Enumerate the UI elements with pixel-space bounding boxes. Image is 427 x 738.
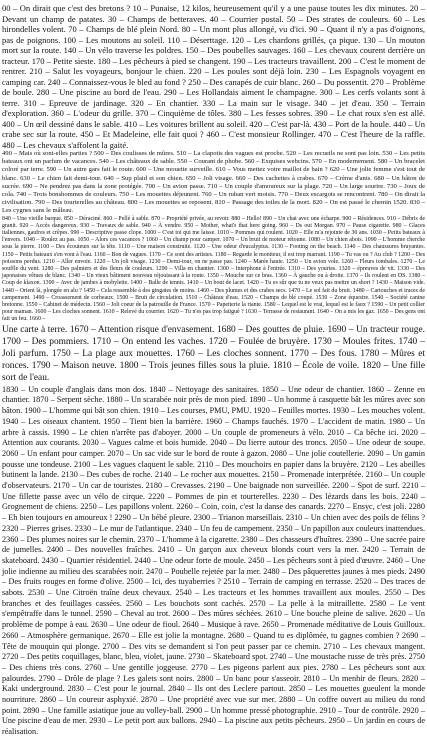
text-paragraph: 00 – On dirait que c'est des bretons ? 10 – Punaise, 12 kilos, heureusement qu'il y a une pause toutes les dix minutes. 20 – Devant un champ de patates. 30 – Champs de betteraves. 40 – Courrier postal. 50 – Des strates de couleurs. 60 – Les hirondelles volent. 70 – Champs de blé plein Nord. 80 – Un mont plus allongé, vu d'ici. 90 – Quant il n'y a pas d'oignons, pas de poignons. 100 – Les moutons au soleil. 110 – Déserttage. 120 – Les chardons grillés, ça pique. 130 – Un mouton mort sur la route. 140 – Un vélo traverse les poldres. 150 – Des poubelles sauvages. 160 – Les chevaux courent derrière un tracteur. 170 – Petite sieste. 180 – Les pêcheurs à pied se changent. 190 – Les tracteurs travaillent. 200 – C'est le moment de rentrer. 210 – Salut les voyageurs, bonjour le chien. 220 – Les poules sont déjà loin. 230 – Les Espagnols voyagent en camping car. 240 – Connaissez-vous le bled au fond ? 250 – Des canapés de cuir blanc. 260 – Du possentit. 270 – Problème de boule. 280 – Une piscine au bord de l'eau. 290 – Les Hollandais aiment le champagne. 300 – Les cerfs volants sont à terre. 310 – Epreuve de jardinage. 320 – En chantier. 330 – La main sur le visage. 340 – jet d'eau. 350 – Terrain d'exploration. 360 – L'odeur du grille. 370 – Cinquième de tôles. 380 – Les fesses sobres. 390 – Le chat roux s'en est allé. 400 – Un œil dessiné dans le sable. 410 – Les voitures brillent au soleil. 420 – C'est par-là. 430 – Port de la houle. 440 – Un crabe sec sur la route. 450 – Et Madeleine, elle fait quoi ? 460 – C'est monsieur Rollinger. 470 – C'est l'heure de la raffle. 480 – Les chevaux s'affolent la gaité.	[2, 3, 425, 150]
text-paragraph: 1830 – Un couple d'anglais dans mon dos. 1840 – Nettoyage des sanitaires. 1850 – Une odeur de chantier. 1860 – Zenne en chantier. 1870 – Serpent sèche. 1880 – Un scarabée noir près de mon pied. 1890 – Un homme à casquette bât les mûres avec son bâton. 1900 – L'homme qui bât son chien. 1910 – Les courses, PMU, PMU. 1920 – Feuilles mortes. 1930 – Les mouches volent. 1940 – Les oiseaux chantent. 1950 – Tient bien la barrière. 1960 – Champs fauchés. 1970 – L'accident de matin. 1980 – Un arbre à cassis. 1990 – Le chien n'arrête pas d'aboyer. 2000 – Un couple de promeneurs à vélo. 2010 – Ca bêche ici. 2020 – Attention aux courants. 2030 – Vagues calme et bois humide. 2040 – Du lierre autour des troncs. 2050 – Une odeur de soupe. 2060 – Un enfant pour camper. 2070 – Un sac vide sur le bord de route à gazon. 2080 – Une jolie coutellerie. 2090 – Un gamin pousse une tondeuse. 2100 – Les vagues claquent le sable. 2110 – Des mouchoirs en papier dans la bruyère. 2120 – Les abeilles butinent la lande. 2130 – Des cubes de roche. 2140 – Le rocher aux mouettes. 2150 – Promenade interprétée. 2160 – Un couple d'observateurs. 2170 – Un car de touristes. 2180 – Crevasses. 2190 – Une baignade non surveillée. 2200 – Spot de surf. 2210 – Une fillette passe avec un vélo de cirque. 2220 – Pommes de pin et tourterelles. 2230 – Des lézards dans les bois. 2240 – Grognement de chiens. 2250 – Les papillons volent. 2260 – Coin, coin, c'est la danse des canards. 2270 – Ensyc, c'est joli. 2280 – Eh bien toujours en amoureux ! 2290 – Un bébé pleure. 2300 – Trianon marseillais. 2310 – Un chien avec des poils de félins ? 2320 – Pierres grises. 2330 – Le mur de l'atlantique. 2340 – Un feu de campement. 2350 – Un papillon aux couleurs inattendues. 2360 – Des plumes noires sur le chemin. 2370 – L'homme à la cigarette. 2380 – Des chasseurs d'huîtres. 2390 – Une sacrée paire de jumelles. 2400 – Des nouvelles fraîches. 2410 – Un garçon aux cheveux blonds court vers la mer. 2420 – Terrain de skateboard. 2430 – Quartier résidentiel. 2440 – Une odeur forte de moule. 2450 – Les pêcheurs sont à pied d'œuvre. 2460 – Une jolie indienne au milieu des scarabées noir. 2470 – Poubelle rejetée par la mer. 2480 – Des pâquerettes jaunes à mes pieds. 2490 – Des fruits rouges en forme d'olive. 2500 – Ici, des tuyaberries ? 2510 – Terrain de camping en terrasse. 2520 – Des traces de sabots. 2530 – Une Citroën traîne deux chevaux. 2540 – Les tracteurs et les hommes travaillent aux moules. 2550 – Des branches et des feuillages cassées. 2560 – Les bouchots sont cachés. 2570 – La pelle à la mitraillette. 2580 – Le vent s'empêtraffe dans le tunnel. 2590 – Cheval au trot. 2600 – Des mûres séchées. 2610 – Une bouche pleine de salive. 2620 – Un problème de pompe à eau. 2630 – Une odeur de fioul. 2640 – Musique à rave. 2650 – Promenade méditative de Louis Guilloux. 2660 – Atmosphère germanique. 2670 – Elle est jolie la montagne. 2680 – Quand tu es diplômée, tu gagnes combien ? 2690 – Tête de mouquin qui plonge. 2700 – Des vits se demandent si l'on peut passer par ce chemin. 2710 – Les chevaux mangent. 2720 – Des petits coquillages, blanc, bleu, violet, jaune. 2730 – Skateboard spot. 2740 – Une moustache russe de très près. 2750 – Des chiens très cons. 2760 – Une gentille joggeuse. 2770 – Les pigeons parlent aux pies. 2780 – Les pêcheurs sont aux palourdes. 2790 – Drôle de plage ? Les galets sont noirs. 2800 – Un banc pour s'asseoir. 2810 – Un menhir de fleurs. 2820 – Kaki underground. 2830 – C'est pour le journal. 2840 – Ils ont des Leclere partout. 2850 – Les mouettes gueulent la monde nourriture. 2860 – Un coureur asphyxié. 2870 – Une propriété avec vue sur mer. 2880 – Un coffre ouvert au milieu du rond point. 2890 – Une famille asiatique joue au volley-ball. 2900 – Un homme pressé photographie. 2910 – Tour de contrôle. 2920 – Une piscine d'eau de mer. 2930 – Le petit port aux ballons. 2940 – La piscine aux petits pêcheurs. 2950 – Un jardin en cours de réalisation.	[2, 384, 425, 737]
text-paragraph: 490 – Mais où sont-elles parties ? 500 – Des coulisses de mûres. 510 – La clapotis des vagues est proche. 520 – Les recueils ne sont pas loin. 530 – Les petits bateaux ont un parfum de vacances. 540 – Les châteaux de sable. 550 – Courant de phobe. 560 – Exquises webcins. 570 – En modernement. 580 – Un bracelet coloré par terre. 590 – Un autre gars fait le route. 600 – Une mouette surveille. 610 – Vous mettez votre maillot de bain ? 620 – Une jolie femme s'est tout de blanc. 630 – Le chien fait demi-tour. 640 – Sup plaid et son chien. 650 – Joli visage. 660 – Des cachettes à crabes. 670 – Crème d'anis. 680 – Un bâton de sucrée. 690 – Ne pendrez pas dans la zone protégée. 700 – Un avion passe. 710 – Un couple d'amoureux sur la plage. 720 – Un large sourire. 730 – Joux de cola. 740 – Trois bonshommes de couleurs. 750 – Les mouettes déjeunent. 760 – Un ruban vert moisis. 770 – Deux escargots se rencontrent. 780 – On dirait la civilisation. 790 – Des tourterelles au château. 800 – Les mouettes se reposent. 810 – Passage des toiles de la mort. 820 – On est passé le chemin 1520. 830 – Les cygnes sans le mâleau.	[2, 150, 425, 215]
text-paragraph: Une carte à terre. 1670 – Attention risque d'envasement. 1680 – Des gouttes de pluie. 1690 – Un tracteur rouge. 1700 – Des pommiers. 1710 – On entend les vaches. 1720 – Foulée de bruyère. 1730 – Moules frites. 1740 – Joli parfum. 1750 – La plage aux mouettes. 1760 – Les cloches sonnent. 1770 – Des fous. 1780 – Mûres et ronces. 1790 – Maison neuve. 1800 – Trois jeunes filles sous la pluie. 1810 – École de voile. 1820 – Une fille sort de l'eau.	[2, 324, 425, 384]
text-paragraph: 840 – Une vieille barque. 850 – Déraciné. 860 – Pellé à sable. 870 – Propriété privée, au revoir. 880 – Hello! 890 – Un chat avec une écharpe. 900 – Résidences. 910 – Débris de granit. 920 – Accès dangereux. 930 – Travaux de sable. 940 – À vendre. 950 – Mother, what's that here going. 960 – Ds oui Morgan. 970 – Pause cigarette. 980 – Glaces italiennes, gaufres et crêpes. 990 – Descriptive passe clope. 1000 – C'est toi qui me laisse. 1010 – Pommes qui roulent. 1020 – Elle m'a rejointe de 30 ans. 1030 – Petits bateaux à l'envers. 1040 – Roulez au pas. 1050 – Alors ces vacances ? 1060 – Un champ pour camper. 1070 – Un bruit de moteur rétoune. 1080 – Un chien abois. 1090 – L'homme cherche sous la pierre. 1100 – Des écouteurs sur la tête. 1110 – Une maison construite. 1120 – Une odeur d'eucalyptus. 1130 – Footing on the beach. 1140 – Des chaussures bruyantes. 1150 – Petits bateaux s'en vont à l'eau. 1160 – Bon de vagues. 1170 – Ce sont des artistes. 1180 – Regarde le moniteur, il est trop marrant. 1190 – Tu vas ou ? Au club ? 1200 – Des poissons perdus. 1210 – Aller envoie. 1220 – Un joli visage. 1230 – Demi-tour, on ne passe pas. 1240 – Marée haute. 1250 – Un avion vole. 1260 – Fleurs tombales. 1270 – Le souffle du vent. 1280 – Des palmiers et des fleurs de couleurs. 1290 – Villa en chantier. 1300 – Interphone à l'entrée. 1310 – Des yourtes. 1320 – épreuves de vit. 1330 – Des japonaises vêtues de blanc. 1340 – Un vieux bâtiment nouveau réjouissant à la route. 1350 – Mouche sur ce bras. 1360 – À gauche ou à droite. 1370 – Ils roulent en DS. 1380 – Coup de klaxon. 1390 – Avec de jambes à mobylette. 1400 – Balle de tennis. 1410 – Un bout de lacet. 1420 – Tu es sûr que tu ne veux pas mettre un short ? 1430 – Maison vide. 1440 – Orient là, plongée en alu ? 1450 – Cela ressemble à des gingates de moins. 1460 – Des plumes et des crabes secs. 1470 – Le sol fait du bruit. 1480 – Cartouches et traces de campement. 1490 – Croassement de corbeaux. 1500 – Bruit de circulation. 1510 – Château d'eau. 1520 – Champs de blé coupé. 1530 – Zone équestre. 1540 – Société canine bretonne. 1550 – Cabinet de médecin. 1560 – Joli coeur de la patrouille de France. 1570 – Papetterie la riante. 1580 – Lequel est le vrai, lequel est le faux ? 1590 – Un petit collier pour maman. 1600 – Les cloches sonnent. 1610 – Relevé du courrier. 1620 – Tu n'es pas trop fatigué ? 1630 – Terrasse de restaurant. 1640 – On a mis les gaz. 1650 – Des gens ont fait un feu. 1660 –	[2, 215, 425, 323]
